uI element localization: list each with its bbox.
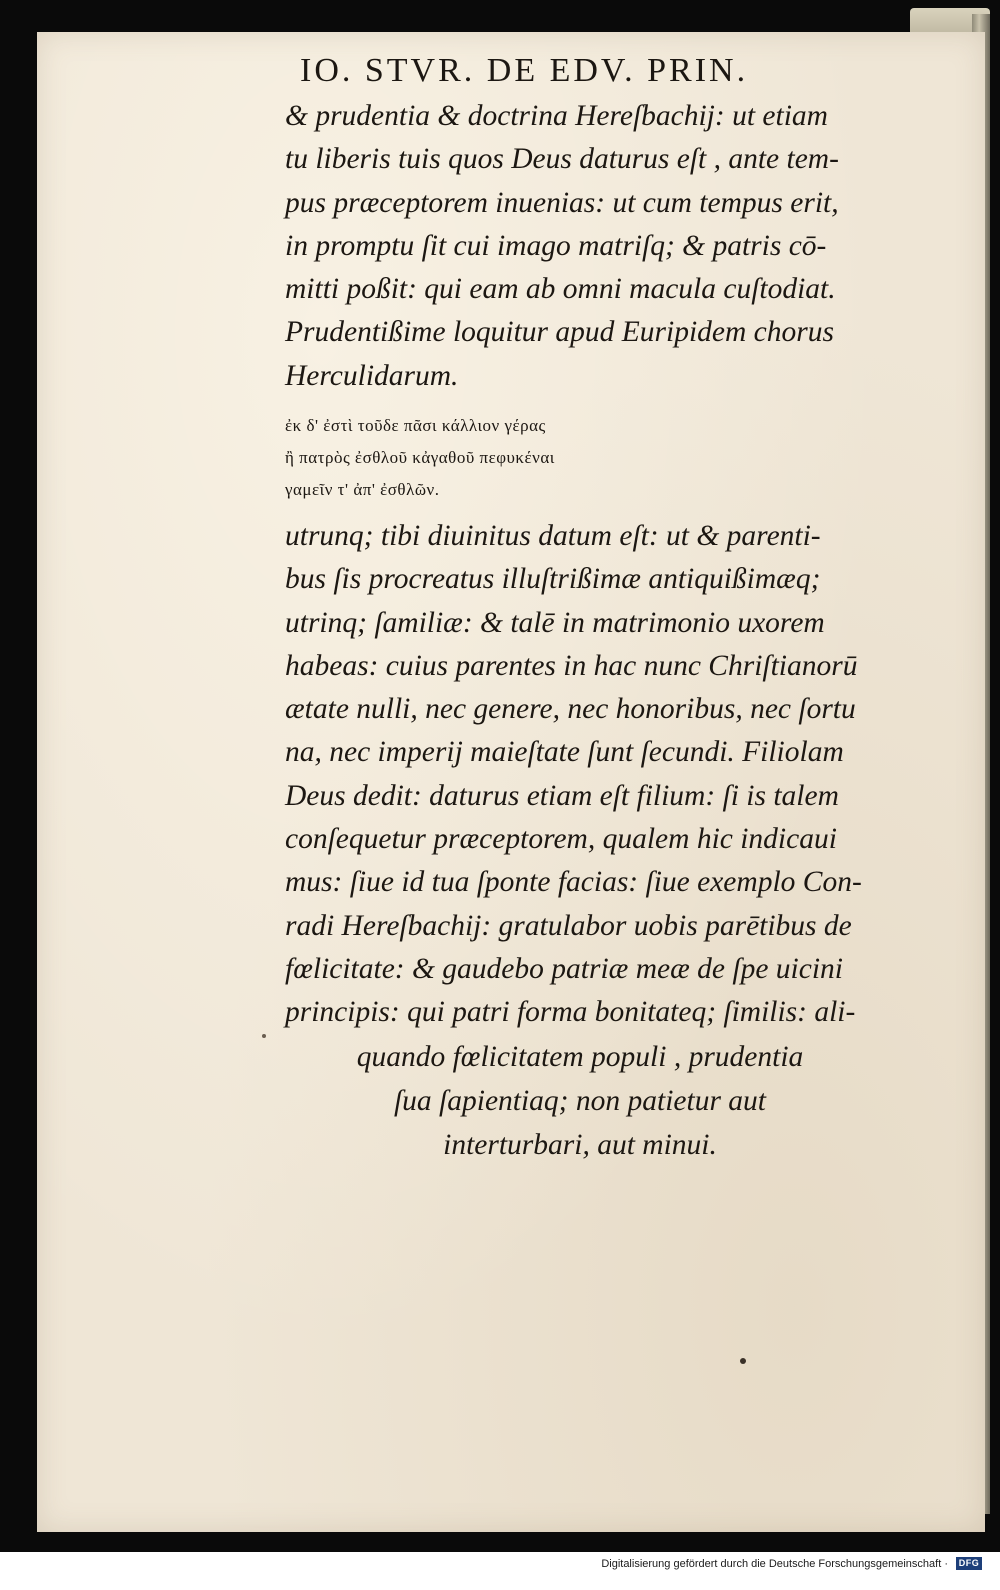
text-line: Herculidarum. bbox=[285, 359, 459, 392]
running-head: IO. STVR. DE EDV. PRIN. bbox=[300, 52, 749, 89]
text-block-1 bbox=[285, 95, 839, 398]
text-line: tu liberis tuis quos Deus daturus eſt , ante tem- bbox=[285, 143, 839, 176]
text-line: utrinq; ſamiliæ: & talē in matrimonio uxorem bbox=[285, 606, 825, 639]
text-line: in promptu ſit cui imago matriſq; & patris cō- bbox=[285, 229, 827, 262]
text-line: habeas: cuius parentes in hac nunc Chriſtianorū bbox=[285, 649, 858, 682]
text-line: utrunq; tibi diuinitus datum eſt: ut & parenti- bbox=[285, 520, 821, 552]
text-line: mus: ſiue id tua ſponte facias: ſiue exemplo Con- bbox=[285, 866, 862, 899]
text-line: conſequetur præceptorem, qualem hic indicaui bbox=[285, 823, 837, 856]
closing-paragraph bbox=[270, 1035, 890, 1167]
text-line: na, nec imperij maieſtate ſunt ſecundi. Filiolam bbox=[285, 736, 844, 769]
text-line: principis: qui patri forma bonitateq; ſimilis: ali- bbox=[285, 996, 856, 1029]
greek-line: ἐκ δ' ἐστὶ τοῦδε πᾶσι κάλλιον γέρας bbox=[285, 416, 546, 435]
text-line: Prudentißime loquitur apud Euripidem chorus bbox=[285, 316, 834, 349]
dfg-logo: DFG bbox=[956, 1557, 982, 1570]
text-line: ætate nulli, nec genere, nec honoribus, nec ſortu bbox=[285, 693, 856, 726]
greek-line: ἢ πατρὸς ἐσθλοῦ κἀγαθοῦ πεφυκέναι bbox=[285, 448, 555, 467]
ink-speck bbox=[740, 1358, 746, 1364]
ink-speck bbox=[262, 1034, 266, 1038]
text-line: interturbari, aut minui. bbox=[443, 1129, 717, 1161]
text-line: & prudentia & doctrina Hereſbachij: ut etiam bbox=[285, 100, 828, 132]
text-line: bus ſis procreatus illuſtrißimæ antiquißimæq; bbox=[285, 563, 821, 596]
footer-credit: Digitalisierung gefördert durch die Deutsche Forschungsgemeinschaft · bbox=[601, 1558, 948, 1570]
text-line: pus præceptorem inuenias: ut cum tempus erit, bbox=[285, 186, 839, 219]
greek-line: γαμεῖν τ' ἀπ' ἐσθλῶν. bbox=[285, 480, 440, 499]
text-line: ſua ſapientiaq; non patietur aut bbox=[393, 1085, 766, 1117]
text-line: radi Hereſbachij: gratulabor uobis parētibus de bbox=[285, 909, 852, 942]
text-line: mitti poßit: qui eam ab omni macula cuſtodiat. bbox=[285, 273, 836, 306]
digitization-footer bbox=[0, 1552, 1000, 1590]
text-line: Deus dedit: daturus etiam eſt filium: ſi is talem bbox=[285, 779, 839, 812]
text-block-2 bbox=[285, 515, 862, 1035]
greek-verse bbox=[285, 410, 555, 506]
text-line: quando fœlicitatem populi , prudentia bbox=[356, 1041, 804, 1073]
text-line: fœlicitate: & gaudebo patriæ meæ de ſpe uicini bbox=[285, 952, 843, 985]
